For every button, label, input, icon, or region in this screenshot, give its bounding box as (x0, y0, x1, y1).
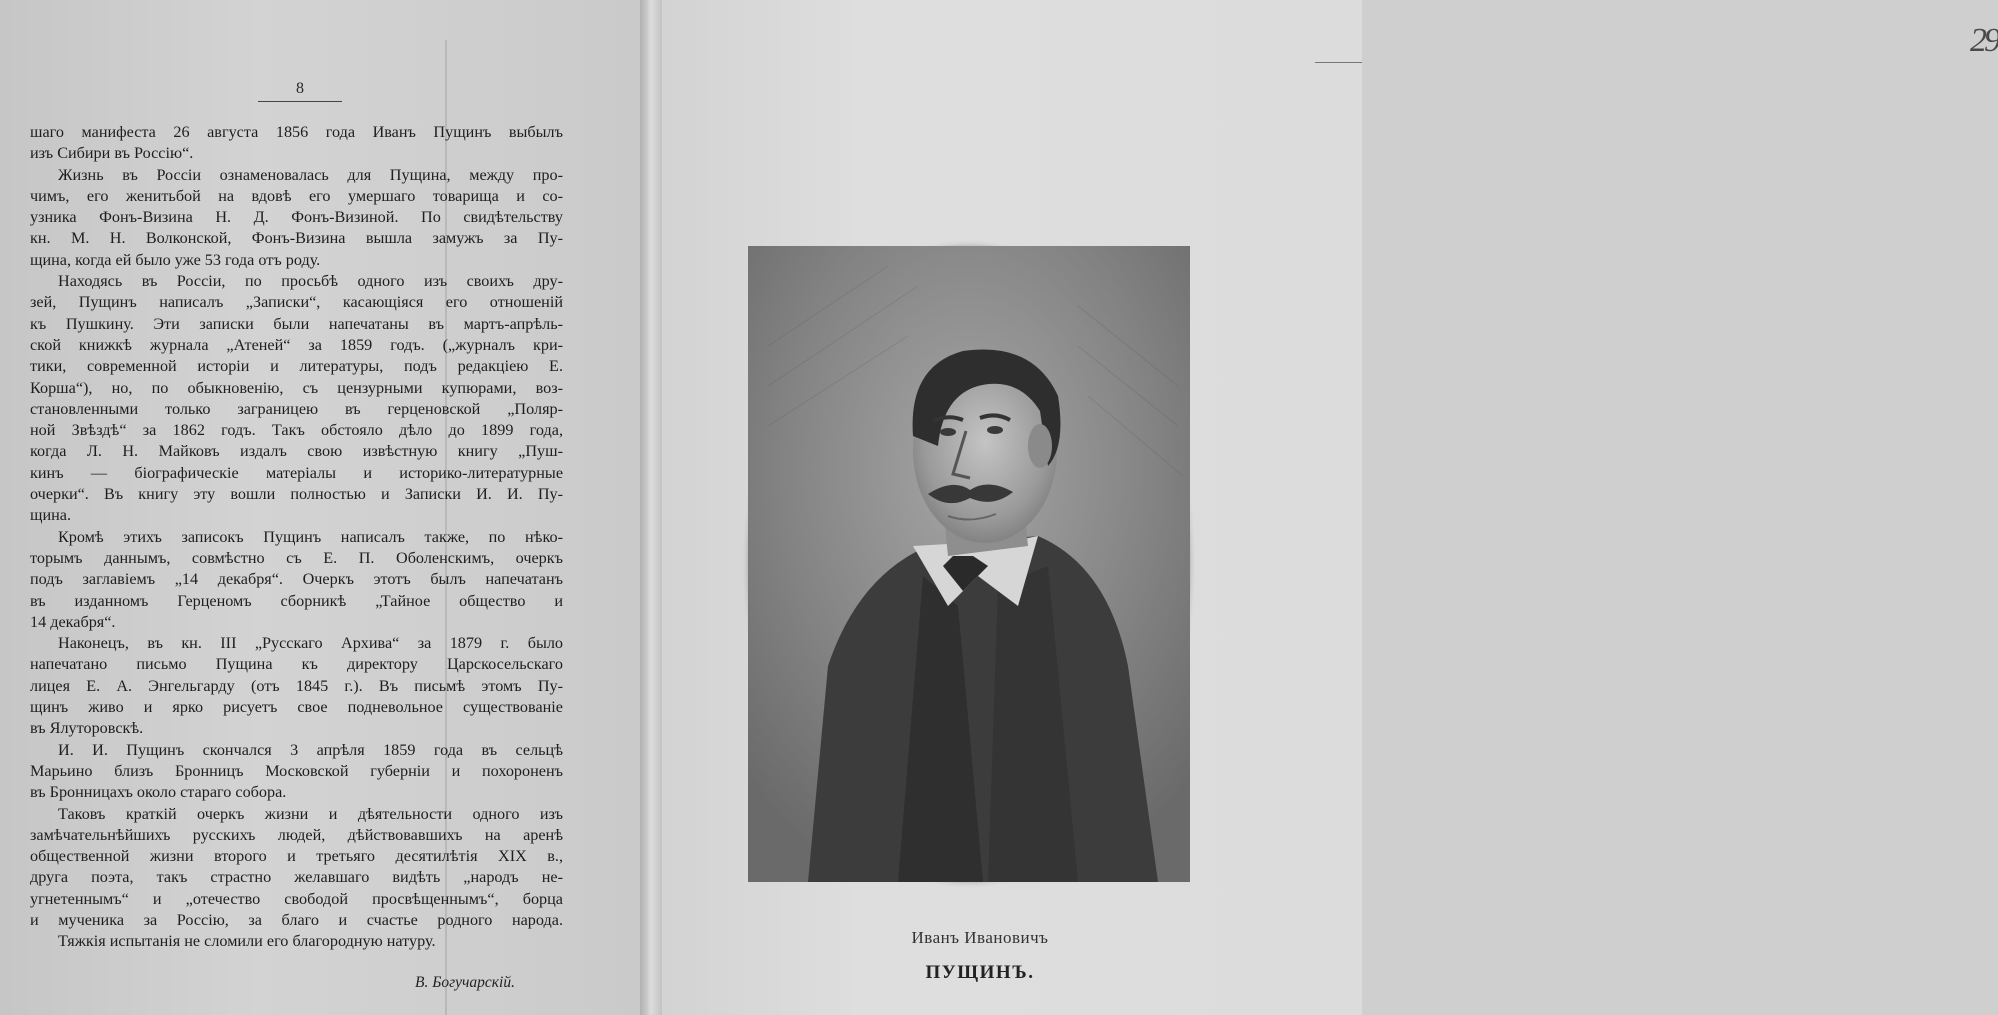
text-line: когда Л. Н. Майковъ издалъ свою извѣстную книгу „Пуш- (30, 442, 563, 461)
text-line: зей, Пущинъ написалъ „Записки“, касающіяся его отношеній (30, 293, 563, 312)
text-line: кинъ — біографическіе матеріалы и историко-литературные (30, 463, 563, 482)
portrait-caption-name: Иванъ Ивановичъ (911, 928, 1049, 947)
text-line: Жизнь въ Россіи ознаменовалась для Пущина, между про- (58, 165, 563, 184)
text-line: напечатано письмо Пущина къ директору Царскосельскаго (30, 655, 563, 674)
book-spine (640, 0, 662, 1015)
text-line: очерки“. Въ книгу эту вошли полностью и Записки И. И. Пу- (30, 485, 563, 504)
text-line: замѣчательнѣйшихъ русскихъ людей, дѣйствовавшихъ на аренѣ (30, 825, 563, 844)
portrait-caption-surname: ПУЩИНЪ. (925, 962, 1035, 983)
text-line: шаго манифеста 26 августа 1856 года Иванъ Пущинъ выбылъ (30, 123, 563, 141)
text-line: изъ Сибири въ Россію“. (30, 144, 194, 163)
folio-rule (1315, 62, 1362, 63)
text-line: становленными только заграницею въ герценовской „Поляр- (30, 399, 563, 418)
text-line: Кромѣ этихъ записокъ Пущинъ написалъ также, по нѣко- (58, 527, 563, 546)
body-text (30, 122, 563, 953)
text-line: щина, когда ей было уже 53 года отъ роду. (30, 250, 321, 269)
text-line: ской книжкѣ журнала „Атеней“ за 1859 годъ. („журналъ кри- (30, 335, 563, 354)
text-line: и мученика за Россію, за благо и счастье родного народа. (30, 910, 563, 929)
text-line: друга поэта, такъ страстно желавшаго видѣть „народъ не- (30, 868, 563, 887)
text-line: тики, современной исторіи и литературы, подъ редакціею Е. (30, 357, 563, 376)
text-line: Таковъ краткій очеркъ жизни и дѣятельности одного изъ (58, 804, 563, 823)
text-line: 14 декабря“. (30, 612, 116, 631)
text-line: щина. (30, 506, 72, 525)
text-line: въ Бронницахъ около стараго собора. (30, 783, 287, 802)
author-signature: В. Богучарскій. (415, 974, 515, 991)
text-line: къ Пушкину. Эти записки были напечатаны въ мартъ-апрѣль- (30, 314, 563, 333)
page-number-rule (258, 101, 342, 102)
text-line: Корша“), но, по обыкновенію, съ цензурными купюрами, воз- (30, 378, 563, 397)
text-line: кн. М. Н. Волконской, Фонъ-Визина вышла замужъ за Пу- (30, 229, 563, 248)
text-line: угнетеннымъ“ и „отечество свободой просвѣщеннымъ“, борца (30, 889, 563, 908)
portrait-engraving (748, 246, 1190, 882)
text-line: Тяжкія испытанія не сломили его благородную натуру. (58, 932, 436, 951)
text-line: торымъ даннымъ, совмѣстно съ Е. П. Оболенскимъ, очеркъ (30, 548, 563, 567)
text-line: узника Фонъ-Визина Н. Д. Фонъ-Визиной. По свидѣтельству (30, 208, 563, 227)
text-line: Марьино близъ Бронницъ Московской губерніи и похороненъ (30, 761, 563, 780)
text-line: въ изданномъ Герценомъ сборникѣ „Тайное общество и (30, 591, 563, 610)
portrait-image (748, 246, 1190, 882)
text-line: подъ заглавіемъ „14 декабря“. Очеркъ этотъ былъ напечатанъ (30, 570, 563, 589)
text-line: общественной жизни второго и третьяго десятилѣтія XIX в., (30, 847, 563, 866)
text-line: чимъ, его женитьбой на вдовѣ его умершаго товарища и со- (30, 186, 563, 205)
text-line: въ Ялуторовскѣ. (30, 719, 144, 738)
folio-mark: 29 (1970, 22, 1998, 59)
text-line: Находясь въ Россіи, по просьбѣ одного изъ своихъ дру- (58, 272, 563, 291)
text-line: Наконецъ, въ кн. III „Русскаго Архива“ за 1879 г. было (58, 634, 563, 653)
text-line: щинъ живо и ярко рисуетъ свое подневольное существованіе (30, 698, 563, 717)
left-page (0, 0, 648, 1015)
text-line: И. И. Пущинъ скончался 3 апрѣля 1859 года въ сельцѣ (58, 740, 563, 759)
page-number: 8 (296, 80, 304, 97)
text-line: ной Звѣздѣ“ за 1862 годъ. Такъ обстояло дѣло до 1899 года, (30, 421, 563, 440)
text-line: лицея Е. А. Энгельгарду (отъ 1845 г.). Въ письмѣ этомъ Пу- (30, 676, 563, 695)
